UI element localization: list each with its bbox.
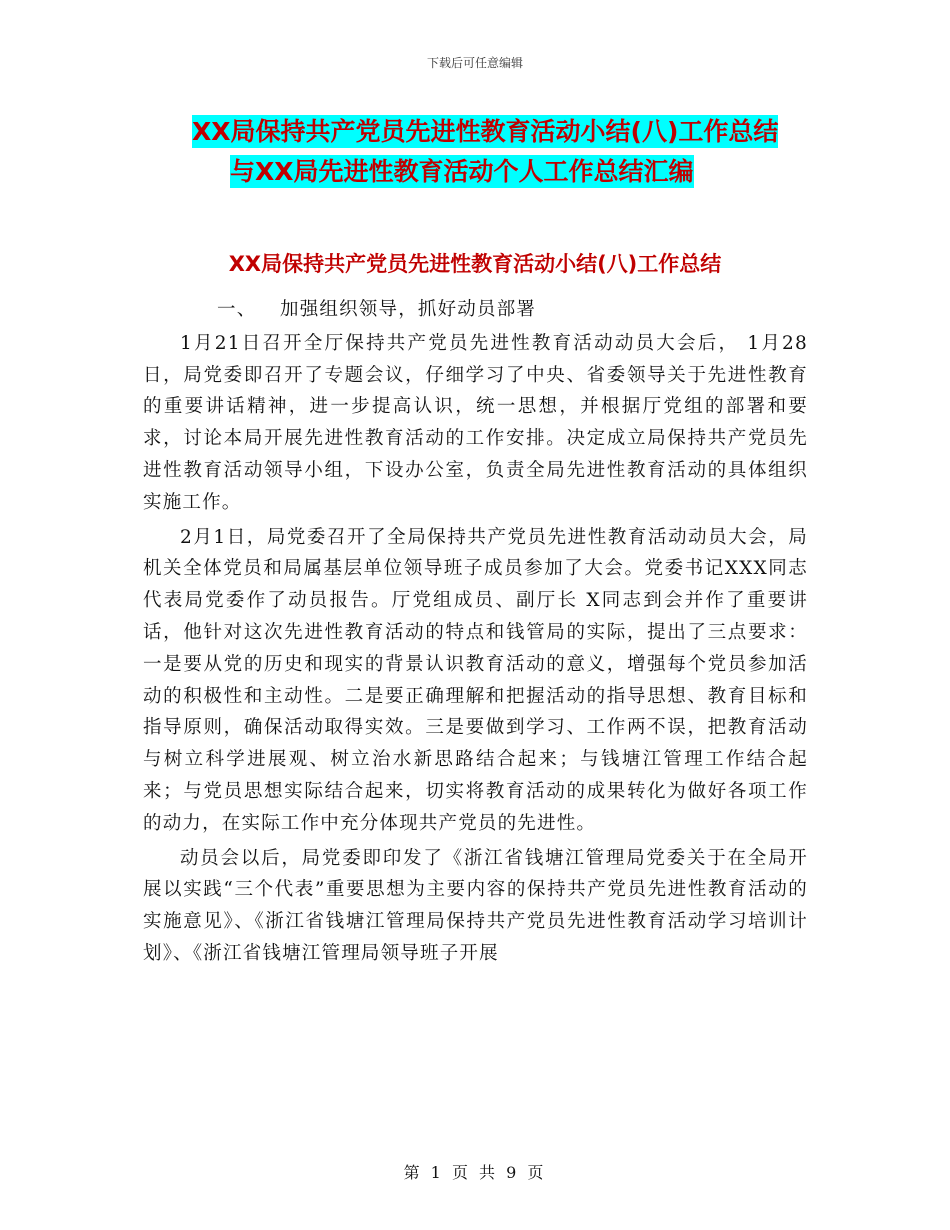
title-line-2-text: 与XX局先进性教育活动个人工作总结汇编 bbox=[230, 157, 694, 186]
title-line-1-text: XX局保持共产党员先进性教育活动小结(八)工作总结 bbox=[192, 117, 779, 146]
paragraph-1: 1月21日召开全厅保持共产党员先进性教育活动动员大会后， 1月28日，局党委即召开了专题会议，仔细学习了中央、省委领导关于先进性教育的重要讲话精神，进一步提高认识，统一思想，并根据厅党组的部署和要求，讨论本局开展先进性教育活动的工作安排。决定成立局保持共产党员先进性教育活动领导小组，下设办公室，负责全局先进性教育活动的具体组织实施工作。 bbox=[143, 332, 808, 513]
title-line-2 bbox=[140, 152, 830, 192]
heading-number: 一、 bbox=[217, 299, 257, 320]
section-heading bbox=[143, 294, 808, 326]
paragraph-2: 2月1日，局党委召开了全局保持共产党员先进性教育活动动员大会，局机关全体党员和局属基层单位领导班子成员参加了大会。党委书记XXX同志代表局党委作了动员报告。厅党组成员、副厅长 X同志到会并作了重要讲话，他针对这次先进性教育活动的特点和钱管局的实际，提出了三点要求：一是要从党的历史和现实的背景认识教育活动的意义，增强每个党员参加活动的积极性和主动性。二是要正确理解和把握活动的指导思想、教育目标和指导原则，确保活动取得实效。三是要做到学习、工作两不误，把教育活动与树立科学进展观、树立治水新思路结合起来；与钱塘江管理工作结合起来；与党员思想实际结合起来，切实将教育活动的成果转化为做好各项工作的动力，在实际工作中充分体现共产党员的先进性。 bbox=[143, 526, 808, 834]
section-title: XX局保持共产党员先进性教育活动小结(八)工作总结 bbox=[228, 252, 722, 276]
body-text bbox=[143, 294, 808, 973]
document-title bbox=[140, 112, 830, 192]
heading-text: 加强组织领导，抓好动员部署 bbox=[280, 299, 537, 320]
title-line-1 bbox=[140, 112, 830, 152]
paragraph-3: 动员会以后，局党委即印发了《浙江省钱塘江管理局党委关于在全局开展以实践“三个代表”重要思想为主要内容的保持共产党员先进性教育活动的实施意见》、《浙江省钱塘江管理局保持共产党员先进性教育活动学习培训计划》、《浙江省钱塘江管理局领导班子开展 bbox=[143, 847, 808, 964]
header-note: 下载后可任意编辑 bbox=[426, 56, 523, 70]
page-footer: 第 1 页 共 9 页 bbox=[403, 1163, 547, 1182]
